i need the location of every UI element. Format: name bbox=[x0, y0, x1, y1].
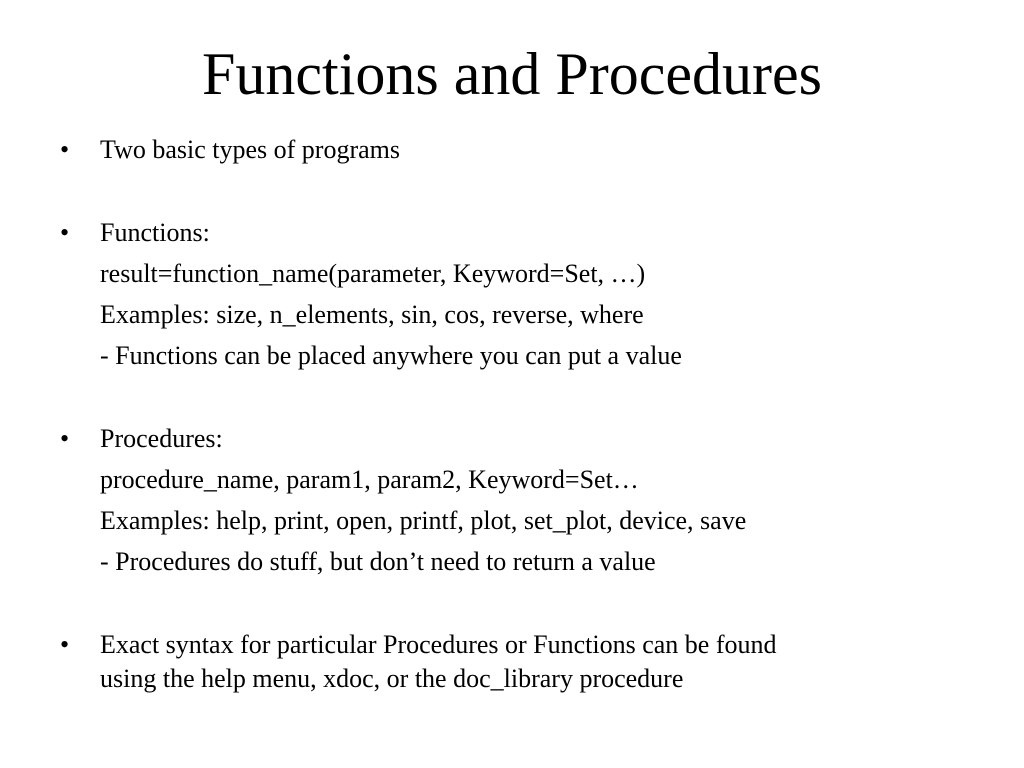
bullet-dot-icon: • bbox=[60, 218, 70, 247]
procedures-examples-line: Examples: help, print, open, printf, plot, set_plot, device, save bbox=[100, 506, 747, 535]
bullet-exact-syntax-line-1: Exact syntax for particular Procedures or Functions can be found bbox=[100, 630, 777, 659]
procedures-syntax-line: procedure_name, param1, param2, Keyword=Set… bbox=[100, 465, 639, 494]
bullet-functions-heading: Functions: bbox=[100, 218, 210, 247]
bullet-dot-icon: • bbox=[60, 630, 70, 659]
slide-title: Functions and Procedures bbox=[202, 41, 822, 107]
functions-examples-line: Examples: size, n_elements, sin, cos, reverse, where bbox=[100, 300, 644, 329]
bullet-dot-icon: • bbox=[60, 135, 70, 164]
bullet-exact-syntax-line-2: using the help menu, xdoc, or the doc_library procedure bbox=[100, 664, 684, 693]
bullet-procedures-heading: Procedures: bbox=[100, 424, 223, 453]
functions-note-line: - Functions can be placed anywhere you can put a value bbox=[100, 341, 682, 370]
bullet-dot-icon: • bbox=[60, 424, 70, 453]
procedures-note-line: - Procedures do stuff, but don’t need to return a value bbox=[100, 547, 656, 576]
bullet-two-basic-types: Two basic types of programs bbox=[100, 135, 401, 164]
functions-syntax-line: result=function_name(parameter, Keyword=Set, …) bbox=[100, 259, 646, 288]
